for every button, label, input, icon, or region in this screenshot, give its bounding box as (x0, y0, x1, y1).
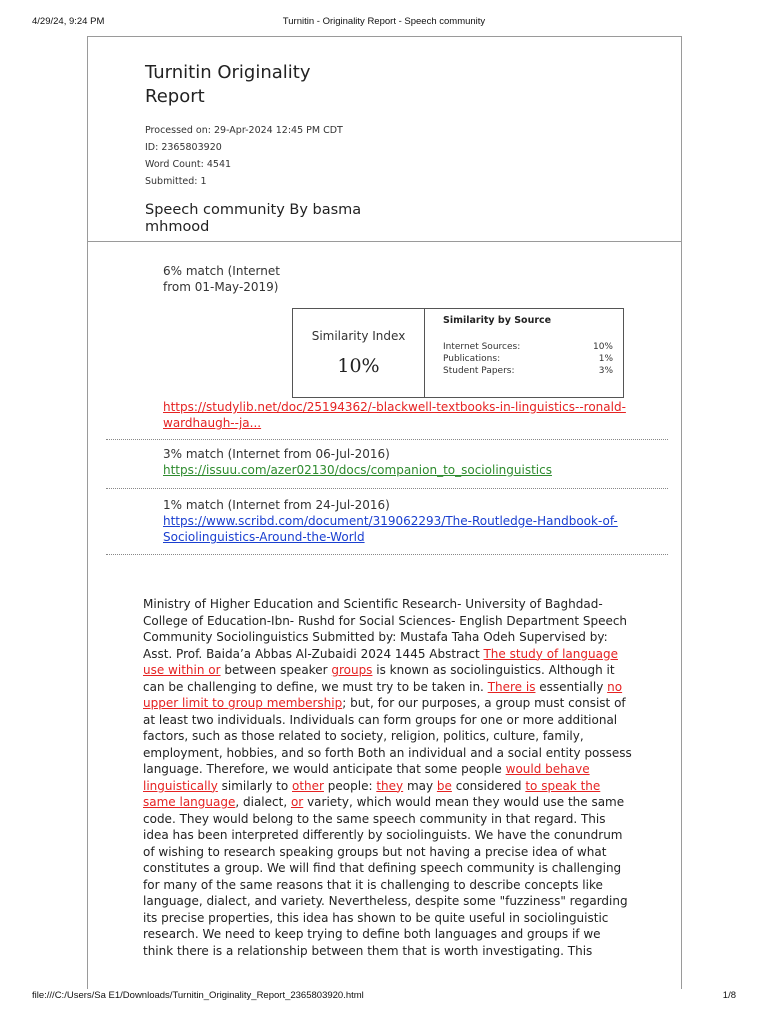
similarity-by-source-panel (425, 309, 623, 397)
body-text: may (403, 778, 437, 793)
body-text: is known as sociolinguistics. Although it can be challenging to define, we must try to be taken in. (143, 663, 615, 694)
body-text: variety, which would mean they would use the same code. They would belong to the same speech community in that regard. This idea has been interpreted differently by sociolinguists. We have the conundrum of wishing to research speaking groups but not having a precise idea of what constitutes a group. We will find that defining speech community is challenging for many of the same reasons that it is challenging to describe concepts like language, dialect, and variety. Nevertheless, despite some "fuzziness" regarding its precise properties, this idea has shown to be quite useful in sociolinguistic research. We need to keep trying to define both languages and groups if we think there is a relationship between them that is worth investigating. This (143, 795, 628, 958)
source-row-student-papers (443, 365, 613, 377)
matched-phrase[interactable]: would behave linguistically (143, 762, 590, 793)
matched-phrase[interactable]: or (290, 795, 304, 809)
report-id: ID: 2365803920 (145, 142, 222, 153)
similarity-by-source-label: Similarity by Source (443, 315, 552, 326)
body-text: considered (451, 778, 526, 793)
source-row-publications (443, 353, 613, 365)
body-text: ; but, for our purposes, a group must consist of at least two individuals. Individuals can form groups for one or more additional factors, such as those related to society, religion, politics, culture, family, employment, hobbies, and so forth Both an individual and a social entity possess language. Therefore, we would anticipate that some people (143, 696, 632, 776)
divider (106, 488, 668, 489)
match-3-summary: 1% match (Internet from 24-Jul-2016) (163, 498, 390, 512)
match-1-summary (163, 263, 280, 295)
match-1-link[interactable] (163, 399, 626, 431)
document-title-line1: Speech community By basma (145, 202, 362, 218)
print-page-number: 1/8 (722, 990, 736, 1001)
match-2-link[interactable]: https://issuu.com/azer02130/docs/companion_to_sociolinguistics (163, 463, 552, 477)
word-count: Word Count: 4541 (145, 159, 232, 170)
matched-phrase[interactable]: The study of language use within or (143, 646, 618, 677)
print-file-path: file:///C:/Users/Sa E1/Downloads/Turnitin_Originality_Report_2365803920.html (32, 990, 364, 1001)
match-1-link-line1[interactable]: https://studylib.net/doc/25194362/-blackwell-textbooks-in-linguistics--ronald- (163, 400, 626, 414)
processed-on: Processed on: 29-Apr-2024 12:45 PM CDT (145, 125, 343, 136)
matched-phrase[interactable]: groups (331, 663, 373, 677)
report-title-line1: Turnitin Originality (145, 62, 311, 83)
matched-phrase[interactable]: no upper limit to group membership (143, 679, 623, 710)
matched-phrase[interactable]: to speak the same language (143, 778, 601, 809)
match-1-link-line2[interactable]: wardhaugh--ja... (163, 416, 262, 430)
source-value: 10% (592, 342, 613, 352)
body-text: between speaker (220, 663, 332, 677)
similarity-index-label: Similarity Index (311, 329, 406, 343)
report-header (88, 37, 681, 242)
body-text: Ministry of Higher Education and Scientific Research- University of Baghdad- College of Education-Ibn- Rushd for Social Sciences- English Department Speech Community Sociolinguistics Submitted by: Mustafa Taha Odeh Supervised by: Asst. Prof. Baida’a Abbas Al-Zubaidi 2024 1445 Abstract (143, 597, 628, 661)
match-3-link-line1[interactable]: https://www.scribd.com/document/319062293/The-Routledge-Handbook-of- (163, 514, 618, 528)
source-label: Publications: (443, 354, 501, 364)
submitted-count: Submitted: 1 (145, 176, 207, 187)
source-label: Internet Sources: (443, 342, 521, 352)
print-page-title: Turnitin - Originality Report - Speech community (282, 16, 486, 27)
source-value: 3% (598, 366, 613, 376)
source-row-internet (443, 341, 613, 353)
source-value: 1% (598, 354, 613, 364)
document-title (145, 202, 405, 236)
document-title-line2: mhmood (145, 219, 210, 235)
matched-phrase[interactable]: There is (487, 679, 536, 694)
divider (106, 554, 668, 555)
report-meta (145, 122, 343, 190)
match-1-summary-line1: 6% match (Internet (163, 264, 280, 278)
print-footer (32, 990, 736, 1004)
matched-phrase[interactable]: they (376, 778, 404, 793)
body-text: similarly to (217, 778, 292, 793)
report-title-line2: Report (145, 86, 205, 107)
match-3 (163, 497, 618, 545)
print-datetime: 4/29/24, 9:24 PM (32, 16, 105, 27)
body-text: essentially (535, 679, 608, 694)
match-3-link-line2[interactable]: Sociolinguistics-Around-the-World (163, 530, 365, 544)
report-frame (87, 36, 682, 989)
similarity-index-value: 10% (337, 355, 380, 377)
similarity-index-panel (293, 309, 425, 397)
print-header (32, 16, 736, 30)
body-text: , dialect, (235, 795, 291, 809)
submission-body-text (143, 596, 633, 959)
match-1-summary-line2: from 01-May-2019) (163, 280, 279, 294)
body-text: people: (323, 778, 377, 793)
similarity-box (292, 308, 624, 398)
source-label: Student Papers: (443, 366, 515, 376)
match-2-summary: 3% match (Internet from 06-Jul-2016) (163, 447, 390, 461)
matched-phrase[interactable]: other (292, 778, 324, 793)
divider (106, 439, 668, 440)
matched-phrase[interactable]: be (436, 778, 452, 793)
match-2 (163, 446, 552, 478)
report-title (145, 61, 311, 109)
